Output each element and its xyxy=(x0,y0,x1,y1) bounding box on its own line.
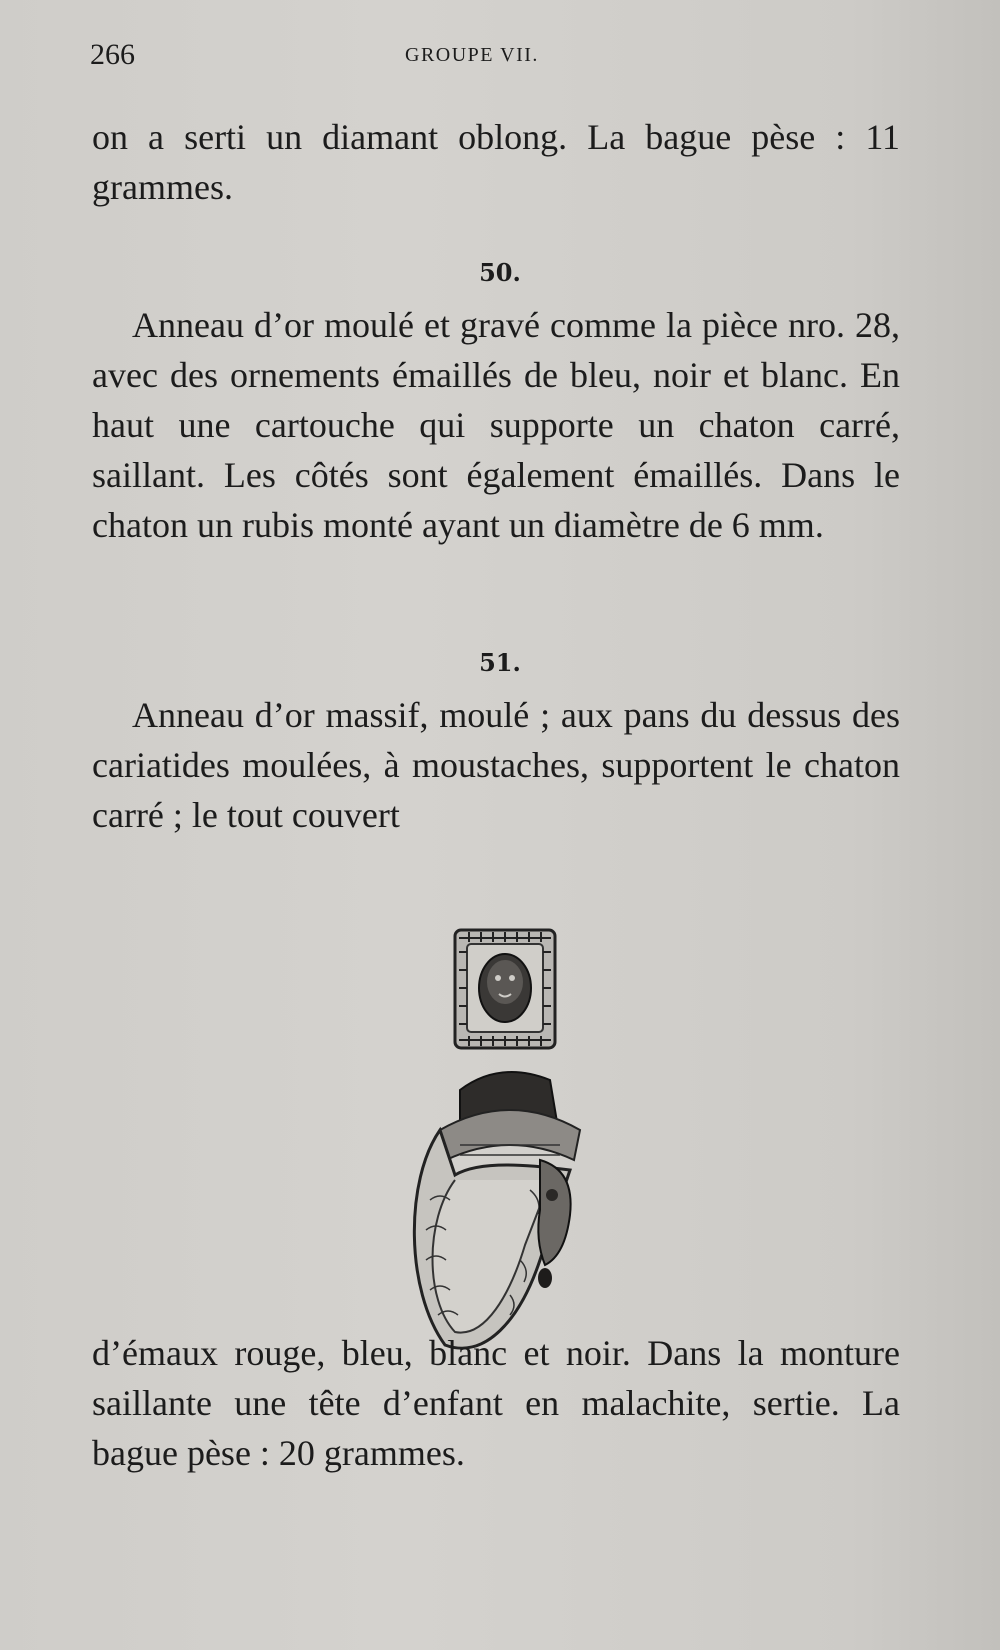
ring-engraving-icon xyxy=(400,925,620,1365)
continuation-paragraph: on a serti un diamant oblong. La bague pèse : 11 grammes. xyxy=(92,117,900,207)
entry-number-50: 50. xyxy=(479,258,521,287)
entry-51-paragraph-start: Anneau d’or massif, moulé ; aux pans du dessus des cariatides moulées, à moustaches, supportent le chaton carré ; le tout couvert xyxy=(92,695,900,835)
entry-number-51: 51. xyxy=(479,648,521,677)
entry-50-paragraph: Anneau d’or moulé et gravé comme la pièce nro. 28, avec des ornements émaillés de bleu, noir et blanc. En haut une cartouche qui supporte un chaton carré, saillant. Les côtés sont également émaillés. Dans le chaton un rubis monté ayant un diamètre de 6 mm. xyxy=(92,305,900,545)
page-header xyxy=(90,38,900,78)
entry-51-paragraph-end: d’émaux rouge, bleu, blanc et noir. Dans la monture saillante une tête d’enfant en malachite, sertie. La bague pèse : 20 grammes. xyxy=(92,1333,900,1473)
running-head: GROUPE VII. xyxy=(405,44,539,66)
bezel-top-view xyxy=(455,930,555,1048)
page-number: 266 xyxy=(90,38,135,71)
ring-side-view xyxy=(414,1072,580,1348)
